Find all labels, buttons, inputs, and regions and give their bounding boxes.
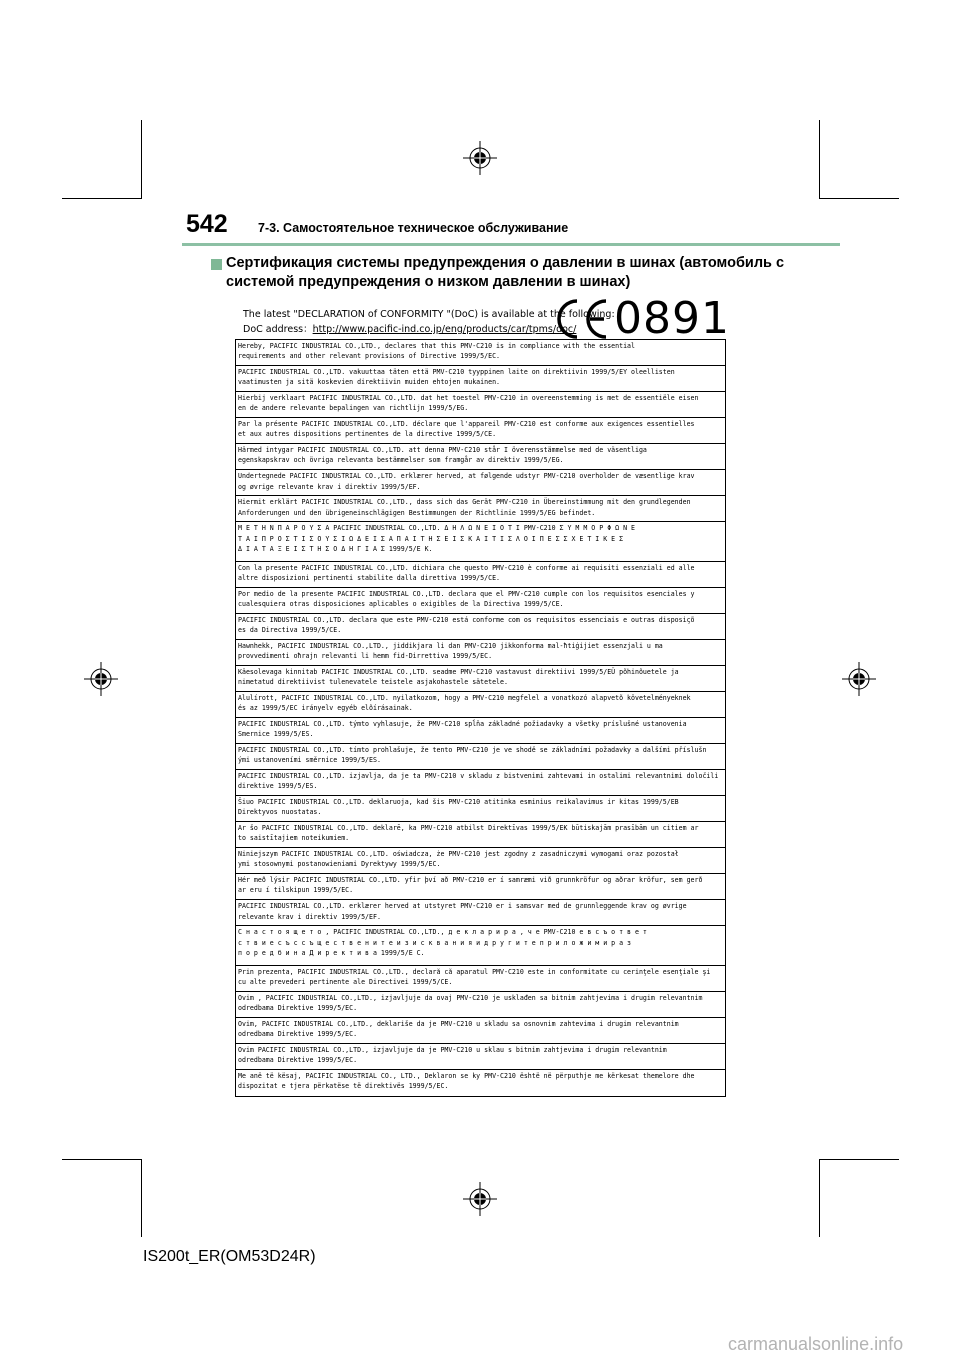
declaration-text: to saistītajiem noteikumiem. <box>238 834 350 843</box>
declaration-text: Ovim, PACIFIC INDUSTRIAL CO.,LTD., deklariše da je PMV-C210 u skladu sa osnovnim zahtevima i drugim relevantnim <box>238 1019 679 1028</box>
crop-mark-bottom-right-horizontal <box>819 1159 899 1160</box>
declaration-text: п о р е д б и н а Д и р е к т и в а 1999/5/Е С. <box>238 948 425 957</box>
declaration-text: Por medio de la presente PACIFIC INDUSTRIAL CO.,LTD. declara que el PMV-C210 cumple con los requisitos esenciales y <box>238 589 695 598</box>
declaration-text: Hereby, PACIFIC INDUSTRIAL CO.,LTD., declares that this PMV-C210 is in compliance with the essential <box>238 342 635 350</box>
declaration-row <box>236 1044 725 1070</box>
heading-line-2: системой предупреждения о низком давлении в шинах) <box>226 274 631 290</box>
registration-mark-left-icon <box>84 662 118 696</box>
declaration-row <box>236 992 725 1018</box>
declaration-text: es da Directiva 1999/5/CE. <box>238 625 342 634</box>
declaration-text: Niniejszym PACIFIC INDUSTRIAL CO.,LTD. oświadcza, że PMV-C210 jest zgodny z zasadniczymi wymogami oraz pozostał <box>238 850 679 859</box>
declaration-text: Ovim , PACIFIC INDUSTRIAL CO.,LTD., izjavljuje da ovaj PMV-C210 je usklađen sa bitnim zahtjevima i drugim relevantnim <box>238 993 703 1002</box>
document-code: IS200t_ER(OM53D24R) <box>143 1248 316 1265</box>
declaration-row <box>236 822 725 848</box>
declaration-row <box>236 340 725 366</box>
declaration-row <box>236 1018 725 1044</box>
declaration-row <box>236 796 725 822</box>
declaration-row <box>236 744 725 770</box>
registration-mark-top-icon <box>463 141 497 175</box>
registration-mark-bottom-icon <box>463 1182 497 1216</box>
declaration-text: Anforderungen und den übrigeneinschlägigen Bestimmungen der Richtlinie 1999/5/EG befindet. <box>238 508 596 517</box>
declaration-row <box>236 614 725 640</box>
declaration-text: Me anë të kësaj, PACIFIC INDUSTRIAL CO., LTD., Deklaron se ky PMV-C210 është në përputhje me kërkesat themelore dhe <box>238 1071 695 1080</box>
notified-body-number: 0891 <box>614 293 730 344</box>
declaration-text: Undertegnede PACIFIC INDUSTRIAL CO.,LTD. erklærer herved, at følgende udstyr PMV-C210 overholder de væsentlige krav <box>238 472 695 481</box>
declaration-text: Δ Ι Α Τ Α Ξ Ε Ι Σ Τ Η Σ Ο Δ Η Γ Ι Α Σ 1999/5/Ε Κ. <box>238 544 433 553</box>
declaration-text: og øvrige relevante krav i direktiv 1999/5/EF. <box>238 482 421 491</box>
declaration-row <box>236 966 725 992</box>
declaration-text: ar eru í tilskipun 1999/5/EC. <box>238 886 354 895</box>
doc-availability-text: The latest "DECLARATION of CONFORMITY "(DoC) is available at the following: <box>243 309 615 320</box>
declaration-text: direktive 1999/5/ES. <box>238 782 318 791</box>
page-number: 542 <box>186 210 228 238</box>
declaration-text: dispozitat e tjera përkatëse të direktivës 1999/5/EC. <box>238 1081 449 1090</box>
declaration-row <box>236 562 725 588</box>
declaration-text: Smernice 1999/5/ES. <box>238 730 314 739</box>
declaration-text: С н а с т о я щ е т о , PACIFIC INDUSTRIAL CO.,LTD., д е к л а р и р а , ч е PMV-C210 е в с ъ о т в е т <box>238 928 647 937</box>
declaration-row <box>236 418 725 444</box>
declaration-text: vaatimusten ja sitä koskevien direktiivin muiden ehtojen mukainen. <box>238 378 501 387</box>
watermark: carmanualsonline.info <box>728 1334 904 1354</box>
declaration-text: cualesquiera otras disposiciones aplicables o exigibles de la Directiva 1999/5/CE. <box>238 599 564 608</box>
declaration-row <box>236 900 725 926</box>
declaration-text: PACIFIC INDUSTRIAL CO.,LTD. erklærer herved at utstyret PMV-C210 er i samsvar med de grunnleggende krav og øvrige <box>238 902 687 911</box>
declaration-text: requirements and other relevant provisions of Directive 1999/5/EC. <box>238 352 501 361</box>
declaration-row <box>236 366 725 392</box>
declaration-text: PACIFIC INDUSTRIAL CO.,LTD. týmto vyhlasuje, že PMV-C210 spĺňa základné požiadavky a všetky príslušné ustanovenia <box>238 719 687 728</box>
declaration-row <box>236 1070 725 1096</box>
declaration-text: Härmed intygar PACIFIC INDUSTRIAL CO.,LTD. att denna PMV-C210 står I överensstämmelse med de väsentliga <box>238 446 647 455</box>
declaration-row <box>236 692 725 718</box>
doc-address-line <box>243 321 576 335</box>
declaration-text: és az 1999/5/EC irányelv egyéb elõírásainak. <box>238 704 413 713</box>
declaration-text: provvedimenti oħrajn relevanti li hemm fid-Dirrettiva 1999/5/EC. <box>238 651 493 660</box>
declaration-text: Con la presente PACIFIC INDUSTRIAL CO.,LTD. dichiara che questo PMV-C210 è conforme ai requisiti essenziali ed alle <box>238 563 695 572</box>
declaration-row <box>236 874 725 900</box>
declaration-text: PACIFIC INDUSTRIAL CO.,LTD. tímto prohlašuje, že tento PMV-C210 je ve shodě se základními požadavky a dalšími příslušn <box>238 745 707 754</box>
declaration-text: Par la présente PACIFIC INDUSTRIAL CO.,LTD. déclare que l'appareil PMV-C210 est conforme aux exigences essentielles <box>238 420 695 429</box>
declaration-text: Hawnhekk, PACIFIC INDUSTRIAL CO.,LTD., jiddikjara li dan PMV-C210 jikkonforma mal-ħtiġijiet essenzjali u ma <box>238 641 663 650</box>
declaration-text: Käesolevaga kinnitab PACIFIC INDUSTRIAL CO.,LTD. seadme PMV-C210 vastavust direktiivi 1999/5/EÜ põhinõuetele ja <box>238 667 679 676</box>
declaration-text: Alulírott, PACIFIC INDUSTRIAL CO.,LTD. nyilatkozom, hogy a PMV-C210 megfelel a vonatkozó alapvetõ követelményeknek <box>238 693 691 702</box>
declaration-text: odredbama Direktive 1999/5/EC. <box>238 1029 358 1038</box>
crop-mark-bottom-left-vertical <box>141 1159 142 1237</box>
declaration-text: odredbama Direktive 1999/5/EC. <box>238 1055 358 1064</box>
crop-mark-bottom-right-vertical <box>819 1159 820 1237</box>
declaration-text: et aux autres dispositions pertinentes de la directive 1999/5/CE. <box>238 430 497 439</box>
declaration-row <box>236 718 725 744</box>
header-rule <box>182 243 840 246</box>
declaration-row <box>236 392 725 418</box>
declaration-text: Direktyvos nuostatas. <box>238 808 322 817</box>
heading-bullet-icon <box>211 259 222 270</box>
declaration-text: en de andere relevante bepalingen van richtlijn 1999/5/EG. <box>238 404 469 413</box>
crop-mark-bottom-left-horizontal <box>62 1159 142 1160</box>
declaration-text: Hierbij verklaart PACIFIC INDUSTRIAL CO.,LTD. dat het toestel PMV-C210 in overeenstemming is met de essentiële eisen <box>238 394 699 403</box>
declaration-row <box>236 470 725 496</box>
declaration-text: Τ Α Ι Π Ρ Ο Σ Τ Ι Σ Ο Υ Σ Ι Ω Δ Ε Ι Σ Α Π Α Ι Τ Η Σ Ε Ι Σ Κ Α Ι Τ Ι Σ Λ Ο Ι Π Ε Σ Σ Χ Ε Τ Ι Κ Ε Σ <box>238 534 624 543</box>
declaration-row <box>236 770 725 796</box>
declaration-text: PACIFIC INDUSTRIAL CO.,LTD. vakuuttaa täten että PMV-C210 tyyppinen laite on direktiivin 1999/5/EY oleellisten <box>238 368 675 377</box>
declaration-text: Hiermit erklärt PACIFIC INDUSTRIAL CO.,LTD., dass sich das Gerät PMV-C210 in Übereinstimmung mit den grundlegenden <box>238 498 691 507</box>
declaration-row <box>236 848 725 874</box>
declaration-text: Μ Ε Τ Η Ν Π Α Ρ Ο Υ Σ Α PACIFIC INDUSTRIAL CO.,LTD. Δ Η Λ Ω Ν Ε Ι Ο Τ Ι PMV-C210 Σ Υ Μ Μ Ο Ρ Φ Ω Ν Ε <box>238 524 635 533</box>
declaration-text: relevante krav i direktiv 1999/5/EF. <box>238 912 381 921</box>
declaration-row <box>236 640 725 666</box>
declaration-text: Ar šo PACIFIC INDUSTRIAL CO.,LTD. deklarē, ka PMV-C210 atbilst Direktīvas 1999/5/EK būtiskajām prasībām un citiem ar <box>238 824 699 833</box>
declaration-row <box>236 588 725 614</box>
declaration-text: Šiuo PACIFIC INDUSTRIAL CO.,LTD. deklaruoja, kad šis PMV-C210 atitinka esminius reikalavimus ir kitas 1999/5/EB <box>238 798 679 807</box>
declaration-text: egenskapskrav och övriga relevanta bestämmelser som framgår av direktiv 1999/5/EG. <box>238 456 564 465</box>
section-title: 7-3. Самостоятельное техническое обслуживание <box>258 221 569 235</box>
declaration-row <box>236 522 725 561</box>
declaration-row <box>236 926 725 965</box>
declaration-text: Ovim PACIFIC INDUSTRIAL CO.,LTD., izjavljuje da je PMV-C210 u sklau s bitnim zahtjevima i drugim relevantnim <box>238 1045 667 1054</box>
doc-address-link[interactable]: http://www.pacific-ind.co.jp/eng/products/car/tpms/doc/ <box>312 324 577 335</box>
declaration-text: PACIFIC INDUSTRIAL CO.,LTD. declara que este PMV-C210 está conforme com os requisitos essenciais e outras disposiçõ <box>238 615 695 624</box>
declaration-row <box>236 496 725 522</box>
section-heading <box>226 254 786 292</box>
ce-logo-icon <box>552 298 610 340</box>
crop-mark-top-right-vertical <box>819 120 820 198</box>
declaration-text: ými ustanoveními směrnice 1999/5/ES. <box>238 756 381 765</box>
crop-mark-top-right-horizontal <box>819 198 899 199</box>
declaration-text: cu alte prevederi pertinente ale Directivei 1999/5/CE. <box>238 977 453 986</box>
declaration-text: с т в и е с ъ с с ъ щ е с т в е н и т е и з и с к в а н и я и д р у г и т е п р и л о ж и м и р а з <box>238 938 632 947</box>
declaration-text: nimetatud direktiivist tulenevatele teistele asjakohastele sätetele. <box>238 677 508 686</box>
registration-mark-right-icon <box>842 662 876 696</box>
declaration-row <box>236 666 725 692</box>
declaration-text: Prin prezenta, PACIFIC INDUSTRIAL CO.,LTD., declară că aparatul PMV-C210 este in conformitate cu cerinţele esenţiale şi <box>238 967 711 976</box>
declaration-text: PACIFIC INDUSTRIAL CO.,LTD. izjavlja, da je ta PMV-C210 v skladu z bistvenimi zahtevami in ostalimi relevantnimi določili <box>238 772 719 781</box>
doc-address-label: DoC address： <box>243 324 313 335</box>
heading-line-1: Сертификация системы предупреждения о давлении в шинах (автомобиль с <box>226 255 785 271</box>
ce-mark <box>552 294 730 344</box>
declaration-row <box>236 444 725 470</box>
declaration-text: Hér með lýsir PACIFIC INDUSTRIAL CO.,LTD. yfir því að PMV-C210 er í samræmi við grunnkröfur og aðrar kröfur, sem gerð <box>238 876 703 885</box>
declaration-text: altre disposizioni pertinenti stabilite dalla direttiva 1999/5/CE. <box>238 573 501 582</box>
declaration-text: odredbama Direktive 1999/5/EC. <box>238 1003 358 1012</box>
crop-mark-top-left-vertical <box>141 120 142 198</box>
declaration-text: ymi stosownymi postanowieniami Dyrektywy 1999/5/EC. <box>238 860 441 869</box>
crop-mark-top-left-horizontal <box>62 198 142 199</box>
declarations-table <box>235 339 726 1097</box>
